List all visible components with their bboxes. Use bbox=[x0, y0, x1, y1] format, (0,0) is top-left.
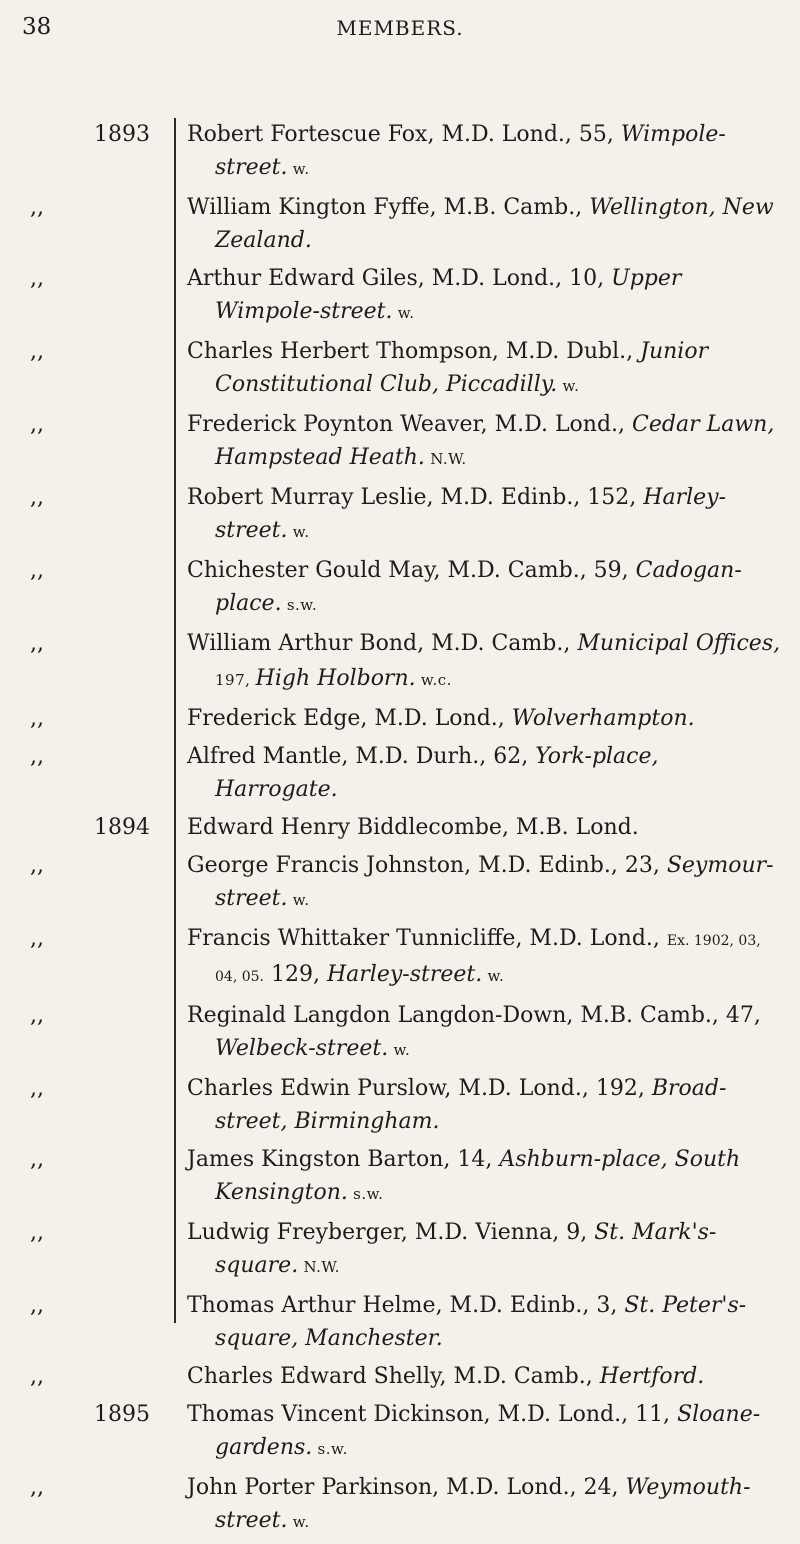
member-address: Wimpole-street. bbox=[215, 122, 726, 180]
postal-district: s.w. bbox=[281, 596, 318, 614]
member-name: William Kington Fyffe, M.B. Camb., bbox=[187, 195, 590, 220]
year-label: ,, bbox=[30, 1475, 44, 1500]
member-entry bbox=[187, 1360, 785, 1393]
year-label: ,, bbox=[30, 706, 44, 731]
member-name: Thomas Vincent Dickinson, M.D. Lond., 11, bbox=[187, 1402, 678, 1427]
member-entry bbox=[187, 262, 785, 330]
member-entry bbox=[187, 118, 785, 186]
member-address: Cadogan-place. bbox=[215, 558, 742, 616]
member-address: Harley-street. bbox=[326, 962, 483, 987]
member-address: Broad-street, Birmingham. bbox=[215, 1076, 727, 1134]
running-head: MEMBERS. bbox=[336, 16, 464, 40]
member-address: St. Mark's-square. bbox=[215, 1220, 717, 1278]
postal-district: w. bbox=[388, 1041, 411, 1059]
member-entry bbox=[187, 627, 785, 697]
column-rule bbox=[174, 118, 176, 1323]
year-label: ,, bbox=[30, 195, 44, 220]
member-entry bbox=[187, 1216, 785, 1284]
member-name: John Porter Parkinson, M.D. Lond., 24, bbox=[187, 1475, 626, 1500]
member-name: Arthur Edward Giles, M.D. Lond., 10, bbox=[187, 266, 612, 291]
member-name: Francis Whittaker Tunnicliffe, M.D. Lond., bbox=[187, 926, 667, 951]
member-entry bbox=[187, 554, 785, 622]
member-address: Municipal Offices, bbox=[577, 631, 781, 656]
year-label: ,, bbox=[30, 339, 44, 364]
member-name: George Francis Johnston, M.D. Edinb., 23, bbox=[187, 853, 667, 878]
postal-district: w. bbox=[287, 523, 310, 541]
year-label: 1893 bbox=[94, 122, 150, 147]
member-name: Chichester Gould May, M.D. Camb., 59, bbox=[187, 558, 636, 583]
member-entry bbox=[187, 849, 785, 917]
page-number: 38 bbox=[22, 14, 52, 40]
address-number: 129, bbox=[263, 962, 327, 987]
member-name: Robert Murray Leslie, M.D. Edinb., 152, bbox=[187, 485, 644, 510]
postal-district: s.w. bbox=[347, 1185, 384, 1203]
member-address: Upper Wimpole-street. bbox=[215, 266, 682, 324]
postal-district: w.c. bbox=[415, 671, 452, 689]
year-label: ,, bbox=[30, 631, 44, 656]
postal-district: s.w. bbox=[312, 1440, 348, 1458]
postal-district: 197, bbox=[215, 671, 256, 689]
member-name: Ludwig Freyberger, M.D. Vienna, 9, bbox=[187, 1220, 595, 1245]
year-label: ,, bbox=[30, 1003, 44, 1028]
postal-district: w. bbox=[392, 304, 415, 322]
member-entry bbox=[187, 1289, 785, 1355]
member-entry bbox=[187, 1471, 785, 1539]
member-entry bbox=[187, 999, 785, 1067]
year-label: ,, bbox=[30, 744, 44, 769]
postal-district: w. bbox=[287, 160, 310, 178]
member-entry bbox=[187, 811, 785, 844]
member-entry bbox=[187, 408, 785, 476]
member-address: Weymouth-street. bbox=[215, 1475, 751, 1533]
year-label: ,, bbox=[30, 1364, 44, 1389]
postal-district: N.W. bbox=[424, 450, 467, 468]
member-name: James Kingston Barton, 14, bbox=[187, 1147, 500, 1172]
member-name: Thomas Arthur Helme, M.D. Edinb., 3, bbox=[187, 1293, 625, 1318]
member-address: High Holborn. bbox=[255, 666, 416, 691]
member-address: Sloane-gardens. bbox=[215, 1402, 761, 1460]
examiner-years: Ex. 1902, 03, 04, 05. bbox=[215, 933, 761, 985]
member-name: Alfred Mantle, M.D. Durh., 62, bbox=[187, 744, 536, 769]
postal-district: w. bbox=[287, 1513, 310, 1531]
year-label: ,, bbox=[30, 485, 44, 510]
member-entry bbox=[187, 481, 785, 549]
member-address: Seymour-street. bbox=[215, 853, 774, 911]
member-entry bbox=[187, 702, 785, 735]
member-address: York-place, Harrogate. bbox=[215, 744, 659, 802]
member-address: Wolverhampton. bbox=[511, 706, 695, 731]
member-entry bbox=[187, 191, 785, 257]
member-name: Edward Henry Biddlecombe, M.B. Lond. bbox=[187, 815, 639, 840]
year-label: ,, bbox=[30, 1147, 44, 1172]
year-label: ,, bbox=[30, 1076, 44, 1101]
year-label: ,, bbox=[30, 266, 44, 291]
member-address: Hertford. bbox=[599, 1364, 705, 1389]
year-label: ,, bbox=[30, 853, 44, 878]
member-entry bbox=[187, 740, 785, 806]
member-address: Wellington, New Zealand. bbox=[215, 195, 774, 253]
member-name: Frederick Poynton Weaver, M.D. Lond., bbox=[187, 412, 633, 437]
member-address: Junior Constitutional Club, Piccadilly. bbox=[215, 339, 709, 397]
member-name: William Arthur Bond, M.D. Camb., bbox=[187, 631, 578, 656]
member-list bbox=[187, 118, 785, 1544]
postal-district: w. bbox=[482, 967, 505, 985]
year-label: ,, bbox=[30, 558, 44, 583]
member-name: Charles Herbert Thompson, M.D. Dubl., bbox=[187, 339, 641, 364]
year-label: 1895 bbox=[94, 1402, 150, 1427]
year-label: 1894 bbox=[94, 815, 150, 840]
member-name: Robert Fortescue Fox, M.D. Lond., 55, bbox=[187, 122, 621, 147]
member-address: Welbeck-street. bbox=[215, 1036, 389, 1061]
member-name: Reginald Langdon Langdon-Down, M.B. Camb., 47, bbox=[187, 1003, 761, 1028]
member-address: Harley-street. bbox=[215, 485, 727, 543]
member-name: Frederick Edge, M.D. Lond., bbox=[187, 706, 512, 731]
year-label: ,, bbox=[30, 926, 44, 951]
member-name: Charles Edward Shelly, M.D. Camb., bbox=[187, 1364, 600, 1389]
year-label: ,, bbox=[30, 1220, 44, 1245]
year-label: ,, bbox=[30, 412, 44, 437]
postal-district: w. bbox=[287, 891, 310, 909]
member-entry bbox=[187, 1143, 785, 1211]
member-name: Charles Edwin Purslow, M.D. Lond., 192, bbox=[187, 1076, 652, 1101]
member-address: Ashburn-place, South Kensington. bbox=[215, 1147, 741, 1205]
member-address: Cedar Lawn, Hampstead Heath. bbox=[215, 412, 775, 470]
member-address: St. Peter's-square, Manchester. bbox=[215, 1293, 747, 1351]
member-entry bbox=[187, 1072, 785, 1138]
postal-district: w. bbox=[557, 377, 580, 395]
year-label: ,, bbox=[30, 1293, 44, 1318]
member-entry bbox=[187, 335, 785, 403]
postal-district: N.W. bbox=[298, 1258, 340, 1276]
member-entry bbox=[187, 1398, 785, 1466]
member-entry bbox=[187, 922, 785, 994]
